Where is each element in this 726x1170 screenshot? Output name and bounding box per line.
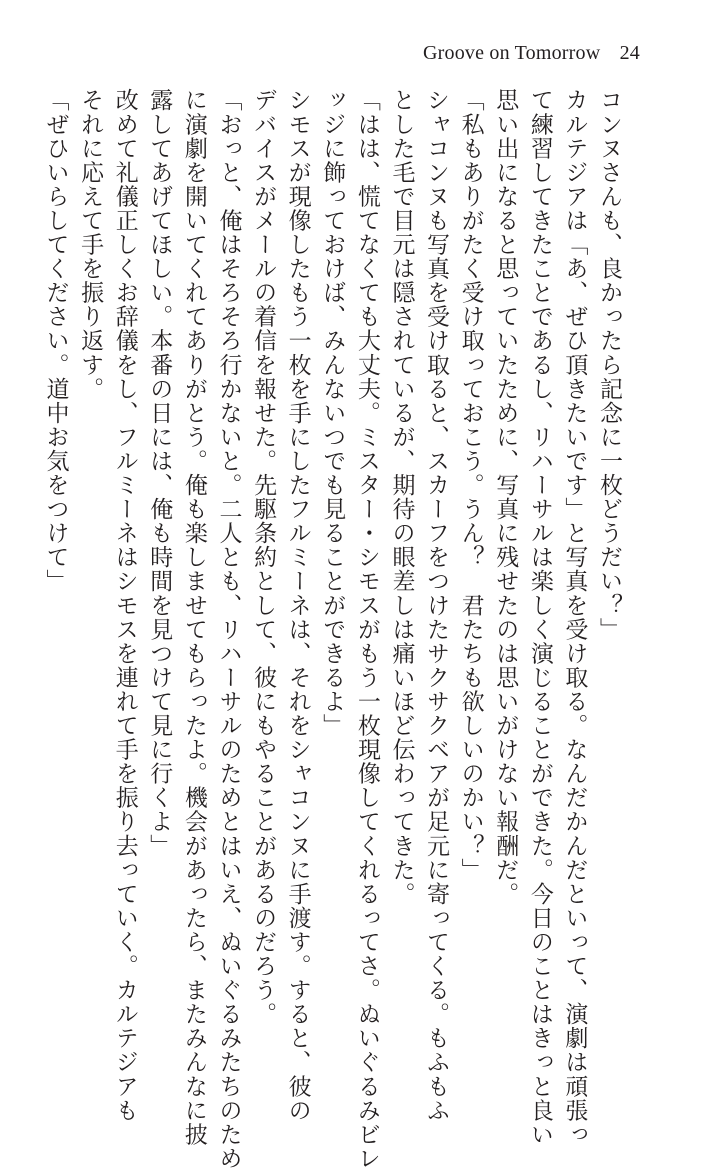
text-line: シャコンヌも写真を受け取ると、スカーフをつけたサクサクベアが足元に寄ってくる。もふもふ [423,88,450,1123]
text-line: それに応えて手を振り返す。 [77,88,104,401]
text-line: コンヌさんも、良かったら記念に一枚どうだい？」 [596,88,622,642]
text-line: ッジに飾っておけば、みんないつでも見ることができるよ」 [319,88,346,738]
text-line: 改めて礼儀正しくお辞儀をし、フルミーネはシモスを連れて手を振り去っていく。カルテジアも [111,88,138,1123]
text-line: 「ぜひいらしてください。道中お気をつけて」 [42,88,69,594]
text-line: て練習してきたことであるし、リハーサルは楽しく演じることができた。今日のことはきっと良い [526,88,553,1147]
page-header [423,42,640,65]
book-title: Groove on Tomorrow [423,42,601,64]
text-line: 「はは、慌てなくても大丈夫。ミスター・シモスがもう一枚現像してくれるってさ。ぬいぐるみビレ [353,88,380,1170]
page-number: 24 [619,42,640,64]
text-line: 露してあげてほしい。本番の日には、俺も時間を見つけて見に行くよ」 [146,88,173,858]
text-line: シモスが現像したもう一枚を手にしたフルミーネは、それをシャコンヌに手渡す。すると、彼の [284,88,311,1123]
text-line: カルテジアは「あ、ぜひ頂きたいです」と写真を受け取る。なんだかんだといって、演劇は頑張っ [561,88,588,1147]
text-line: に演劇を開いてくれてありがとう。俺も楽しませてもらったよ。機会があったら、またみんなに披 [180,88,207,1147]
text-line: 思い出になると思っていたために、写真に残せたのは思いがけない報酬だ。 [492,88,519,906]
body-text [42,88,626,1170]
text-line: とした毛で目元は隠されているが、期待の眼差しは痛いほど伝わってきた。 [388,88,415,906]
text-line: 「おっと、俺はそろそろ行かないと。二人とも、リハーサルのためとはいえ、ぬいぐるみたちのため [215,88,242,1170]
text-line: 「私もありがたく受け取っておこう。うん？ 君たちも欲しいのかい？」 [457,88,484,882]
text-line: デバイスがメールの着信を報せた。先駆条約として、彼にもやることがあるのだろう。 [250,88,277,1026]
